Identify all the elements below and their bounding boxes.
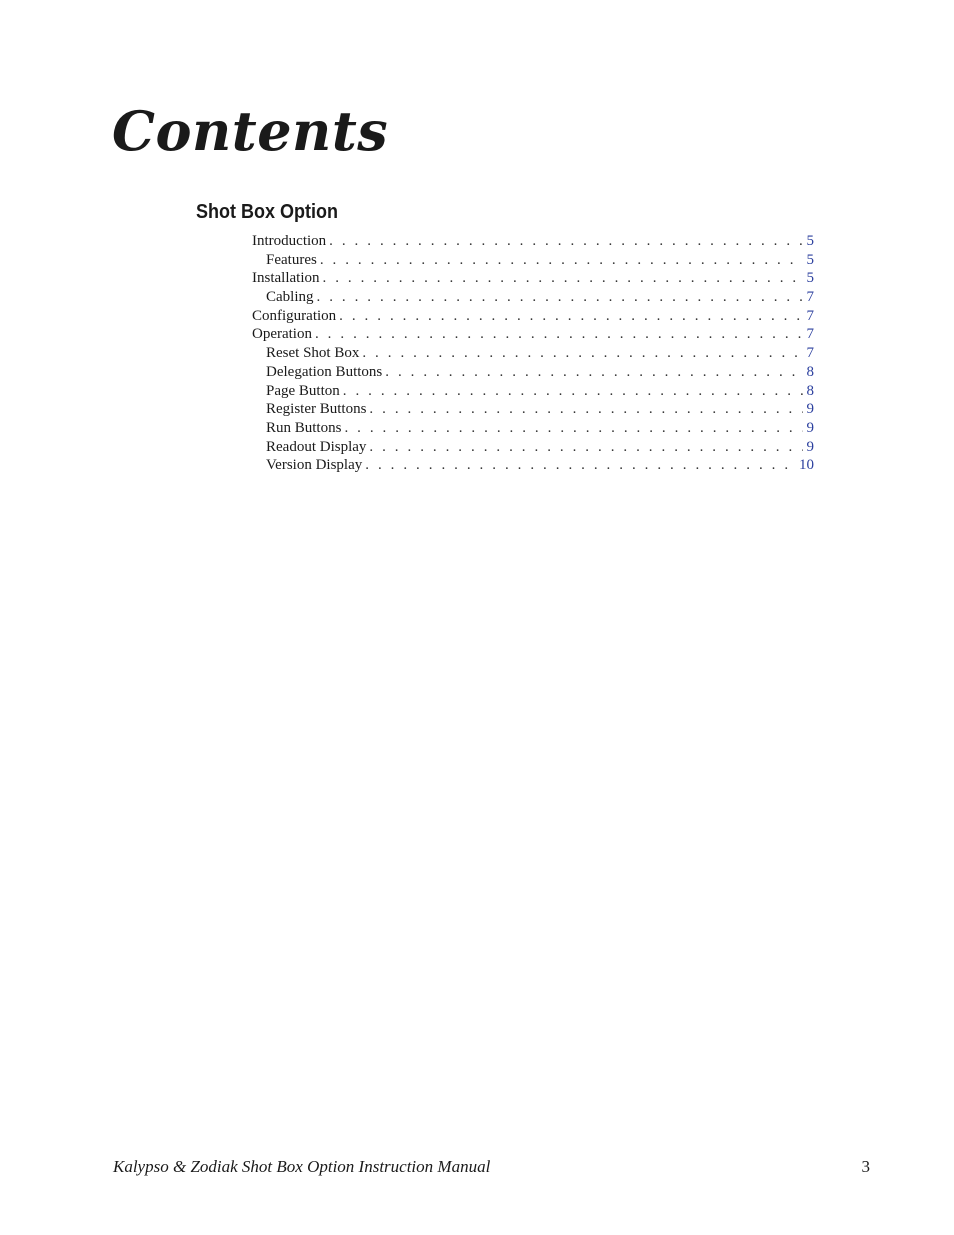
toc-page-link[interactable]: 7 [806, 326, 814, 343]
toc-entry-configuration[interactable] [252, 307, 814, 326]
toc-dot-leader [344, 419, 802, 438]
toc-entry-label: Cabling [266, 289, 314, 306]
toc-page-link[interactable]: 7 [806, 289, 814, 306]
footer-manual-title: Kalypso & Zodiak Shot Box Option Instruction Manual [113, 1157, 491, 1176]
toc-dot-leader [385, 363, 802, 382]
toc-entry-label: Installation [252, 270, 320, 287]
toc-page-link[interactable]: 5 [806, 233, 814, 249]
toc-entry-delegation-buttons[interactable] [252, 363, 814, 382]
toc-page-link[interactable]: 10 [799, 457, 814, 474]
toc-page-link[interactable]: 7 [806, 345, 814, 362]
table-of-contents [252, 232, 814, 475]
toc-entry-label: Register Buttons [266, 401, 367, 418]
toc-entry-label: Configuration [252, 307, 337, 324]
toc-page-link[interactable]: 7 [806, 307, 814, 324]
toc-dot-leader [369, 438, 802, 457]
toc-entry-readout-display[interactable] [252, 438, 814, 457]
toc-entry-label: Operation [252, 326, 312, 343]
section-heading: Shot Box Option [196, 201, 338, 223]
toc-entry-reset-shot-box[interactable] [252, 344, 814, 363]
toc-entry-label: Delegation Buttons [266, 363, 383, 380]
toc-page-link[interactable]: 9 [806, 401, 814, 418]
toc-entry-label: Version Display [266, 457, 363, 474]
toc-entry-page-button[interactable] [252, 382, 814, 401]
toc-dot-leader [317, 288, 803, 307]
toc-entry-register-buttons[interactable] [252, 400, 814, 419]
page-title: Contents [112, 99, 389, 163]
toc-entry-label: Reset Shot Box [266, 345, 360, 362]
toc-dot-leader [343, 382, 803, 401]
toc-dot-leader [339, 307, 802, 326]
toc-dot-leader [320, 251, 803, 270]
toc-dot-leader [329, 232, 802, 251]
toc-page-link[interactable]: 9 [806, 419, 814, 436]
toc-entry-label: Page Button [266, 382, 340, 399]
toc-entry-run-buttons[interactable] [252, 419, 814, 438]
footer-page-number: 3 [861, 1157, 870, 1176]
toc-dot-leader [315, 325, 803, 344]
toc-entry-features[interactable] [252, 251, 814, 270]
toc-entry-operation[interactable] [252, 325, 814, 344]
toc-entry-installation[interactable] [252, 269, 814, 288]
toc-dot-leader [369, 400, 802, 419]
toc-entry-label: Features [266, 251, 317, 268]
toc-entry-label: Introduction [252, 233, 327, 249]
toc-entry-label: Run Buttons [266, 419, 342, 436]
toc-entry-introduction[interactable] [252, 232, 814, 251]
toc-page-link[interactable]: 8 [806, 363, 814, 380]
toc-page-link[interactable]: 9 [806, 438, 814, 455]
toc-dot-leader [362, 344, 802, 363]
toc-page-link[interactable]: 5 [806, 251, 814, 268]
toc-dot-leader [365, 456, 795, 475]
toc-entry-label: Readout Display [266, 438, 367, 455]
toc-page-link[interactable]: 5 [806, 270, 814, 287]
toc-dot-leader [323, 269, 803, 288]
toc-entry-cabling[interactable] [252, 288, 814, 307]
toc-entry-version-display[interactable] [252, 456, 814, 475]
toc-page-link[interactable]: 8 [806, 382, 814, 399]
